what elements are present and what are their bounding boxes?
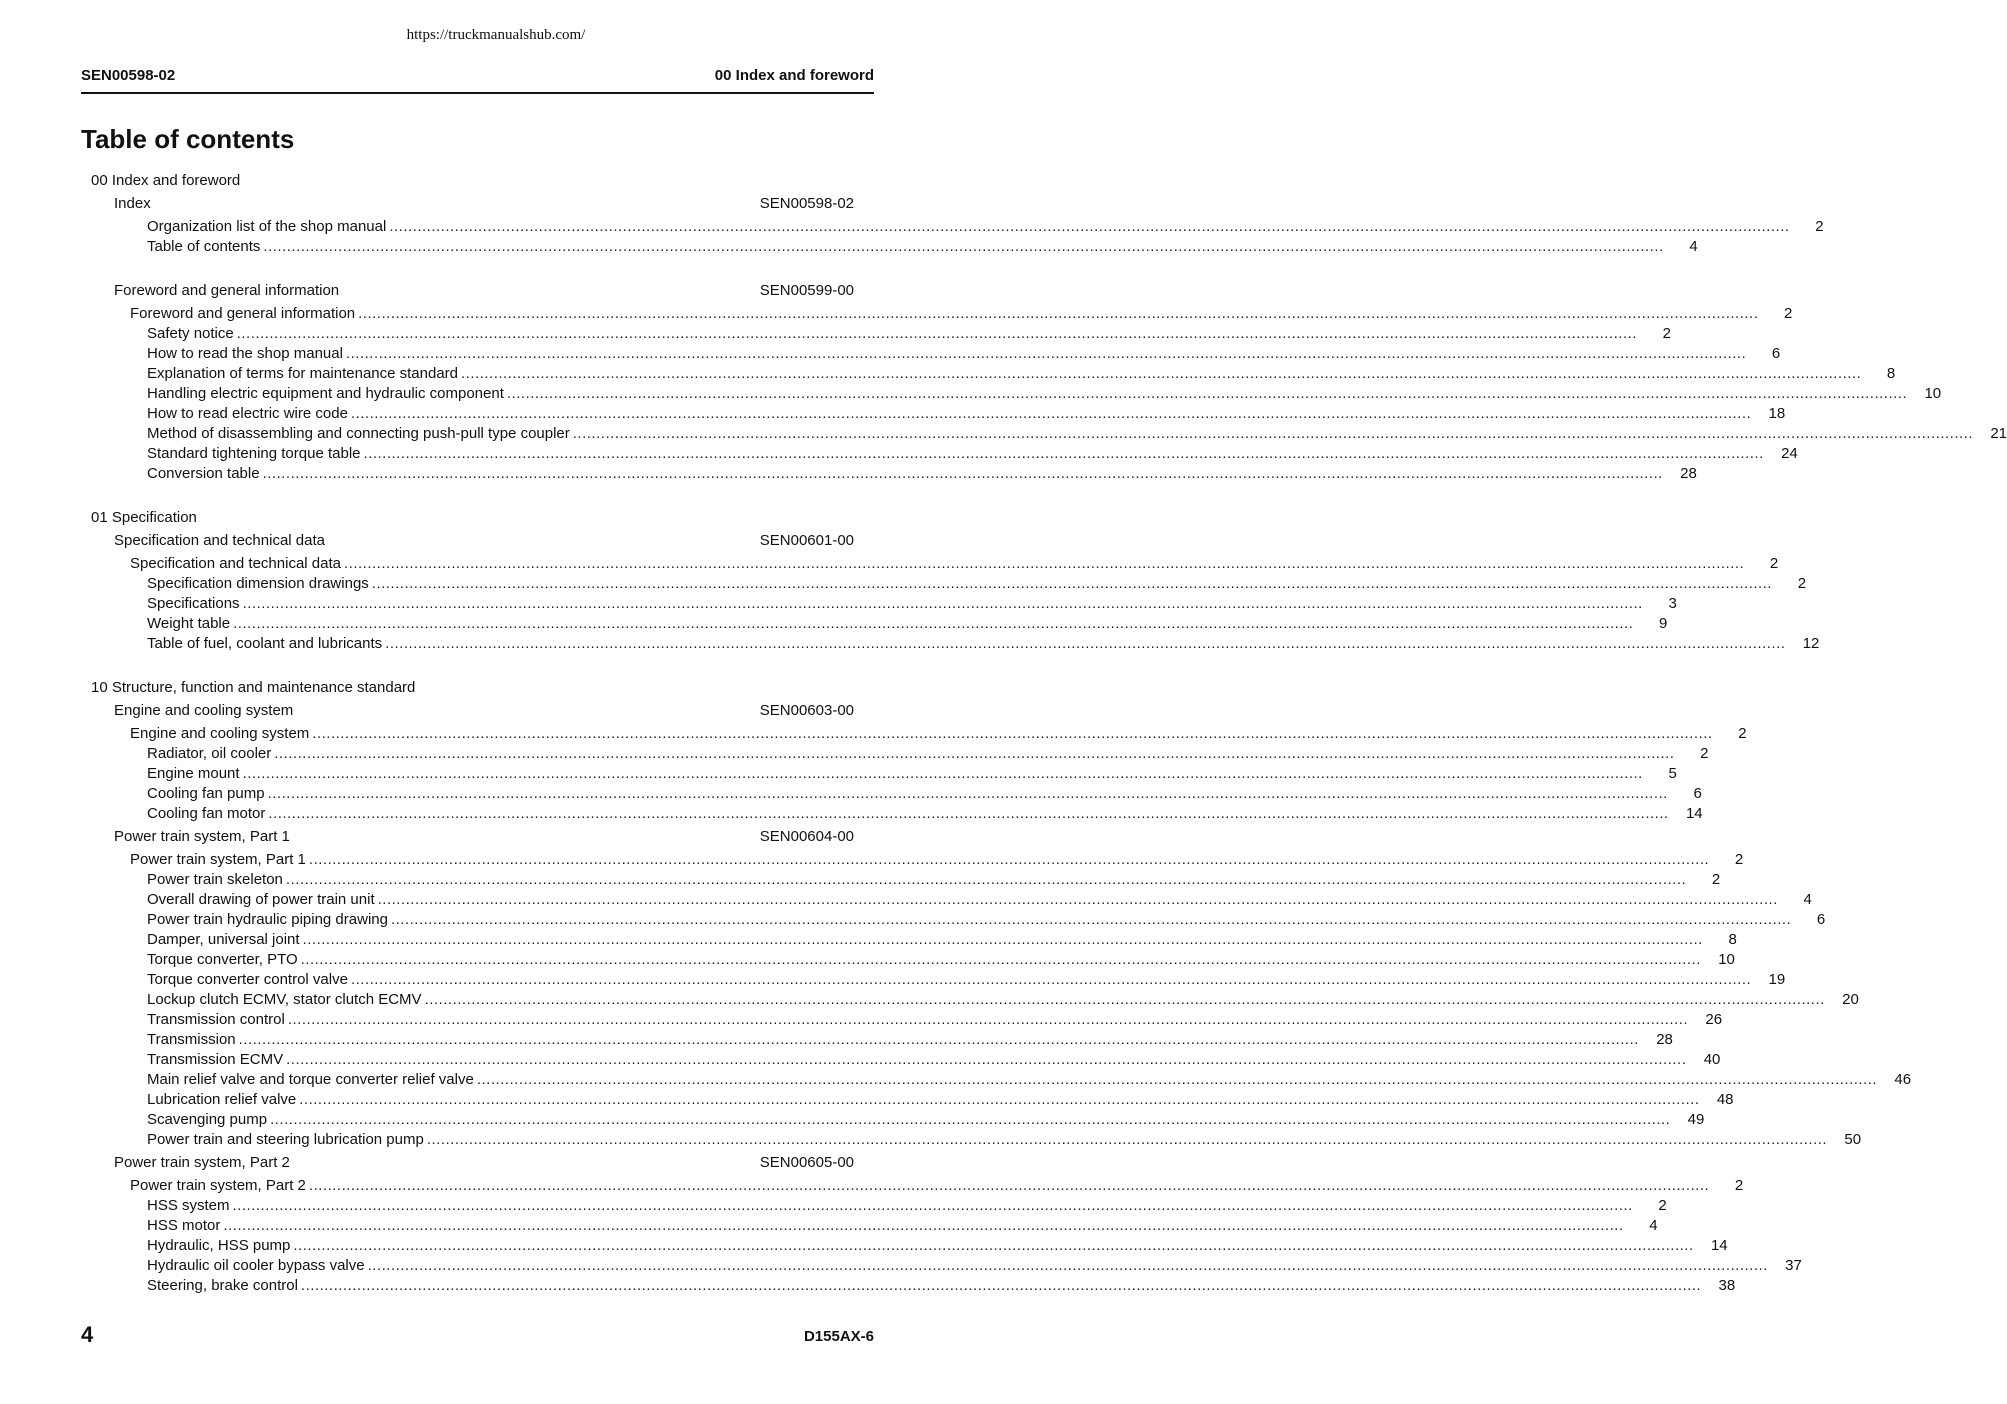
toc-chapter-code: SEN00601-00 (759, 532, 854, 549)
toc-section: 10 Structure, function and maintenance standard (91, 679, 416, 696)
toc-chapter-code: SEN00603-00 (759, 702, 854, 719)
toc-entry-title: Lockup clutch ECMV, stator clutch ECMV (147, 991, 422, 1008)
toc-entry (147, 804, 1703, 824)
toc-section: 00 Index and foreword (91, 172, 241, 189)
toc-entry (147, 1276, 1736, 1296)
toc-entry-title: Engine mount (147, 765, 240, 782)
toc-entry (130, 724, 1747, 744)
toc-entry (147, 744, 1709, 764)
toc-dot-leader: ............................................................................................................................................................................................................................................................................................................ (377, 891, 1778, 908)
toc-dot-leader: ............................................................................................................................................................................................................................................................................................................ (302, 931, 1703, 948)
toc-entry (147, 1050, 1721, 1070)
toc-entry-title: Transmission ECMV (147, 1051, 284, 1068)
toc-entry (147, 424, 2007, 444)
toc-entry (147, 344, 1781, 364)
toc-entry (147, 764, 1677, 784)
toc-entry (130, 554, 1779, 574)
toc-chapter-code: SEN00599-00 (759, 282, 854, 299)
toc-dot-leader: ............................................................................................................................................................................................................................................................................................................ (385, 635, 1786, 652)
toc-entry-page: 18 (1768, 405, 1786, 422)
toc-entry (147, 324, 1671, 344)
toc-entry-page: 2 (1769, 555, 1779, 572)
toc-entry-title: Power train hydraulic piping drawing (147, 911, 388, 928)
toc-entry (147, 950, 1735, 970)
toc-entry-page: 26 (1705, 1011, 1723, 1028)
toc-chapter (114, 1153, 854, 1173)
toc-entry-page: 2 (1738, 725, 1747, 742)
toc-entry (147, 1236, 1728, 1256)
toc-entry (147, 364, 1896, 384)
toc-entry (147, 404, 1786, 424)
toc-entry-page: 2 (1797, 575, 1807, 592)
toc-dot-leader: ............................................................................................................................................................................................................................................................................................................ (300, 951, 1701, 968)
toc-entry-title: Engine and cooling system (130, 725, 310, 742)
footer-model: D155AX-6 (803, 1328, 874, 1345)
toc-entry-page: 6 (1816, 911, 1826, 928)
toc-entry-page: 10 (1924, 385, 1942, 402)
toc-entry-title: Handling electric equipment and hydraulic component (147, 385, 504, 402)
toc-entry-title: Main relief valve and torque converter relief valve (147, 1071, 474, 1088)
toc-chapter-title: Foreword and general information (114, 282, 340, 299)
toc-entry (147, 1030, 1673, 1050)
toc-entry-title: Radiator, oil cooler (147, 745, 272, 762)
toc-entry-title: Hydraulic, HSS pump (147, 1237, 291, 1254)
toc-chapter (114, 827, 854, 847)
toc-dot-leader: ............................................................................................................................................................................................................................................................................................................ (274, 745, 1675, 762)
toc-entry (147, 890, 1812, 910)
toc-entry-title: Conversion table (147, 465, 260, 482)
toc-dot-leader: ............................................................................................................................................................................................................................................................................................................ (367, 1257, 1768, 1274)
toc-dot-leader: ............................................................................................................................................................................................................................................................................................................ (270, 1111, 1671, 1128)
toc-dot-leader: ............................................................................................................................................................................................................................................................................................................ (242, 765, 1643, 782)
toc-entry-title: HSS motor (147, 1217, 221, 1234)
toc-entry-title: Standard tightening torque table (147, 445, 361, 462)
toc-entry (130, 304, 1793, 324)
toc-entry-title: Lubrication relief valve (147, 1091, 297, 1108)
toc-dot-leader: ............................................................................................................................................................................................................................................................................................................ (506, 385, 1908, 402)
header-doc-code: SEN00598-02 (81, 67, 176, 84)
toc-dot-leader: ............................................................................................................................................................................................................................................................................................................ (424, 991, 1825, 1008)
toc-entry-page: 12 (1802, 635, 1820, 652)
footer-page-number: 4 (81, 1322, 94, 1347)
toc-entry (147, 594, 1677, 614)
toc-dot-leader: ............................................................................................................................................................................................................................................................................................................ (285, 871, 1687, 888)
toc-entry (147, 217, 1824, 237)
toc-entry-title: Scavenging pump (147, 1111, 268, 1128)
toc-entry-page: 6 (1693, 785, 1702, 802)
toc-entry (147, 784, 1702, 804)
toc-entry-page: 3 (1668, 595, 1677, 612)
toc-entry (147, 970, 1786, 990)
toc-dot-leader: ............................................................................................................................................................................................................................................................................................................ (263, 238, 1664, 255)
toc-entry-page: 2 (1658, 1197, 1667, 1214)
toc-section: 01 Specification (91, 509, 197, 526)
toc-entry-page: 2 (1700, 745, 1709, 762)
toc-entry-page: 8 (1886, 365, 1896, 382)
toc-entry-page: 9 (1659, 615, 1668, 632)
toc-entry-title: Torque converter, PTO (147, 951, 298, 968)
toc-chapter-title: Engine and cooling system (114, 702, 294, 719)
toc-chapter-title: Power train system, Part 1 (114, 828, 290, 845)
toc-entry-title: Cooling fan pump (147, 785, 265, 802)
toc-entry-page: 38 (1718, 1277, 1736, 1294)
toc-dot-leader: ............................................................................................................................................................................................................................................................................................................ (363, 445, 1764, 462)
header-section: 00 Index and foreword (714, 67, 874, 84)
toc-chapter (114, 701, 854, 721)
toc-entry (147, 1130, 1862, 1150)
toc-dot-leader: ............................................................................................................................................................................................................................................................................................................ (268, 805, 1669, 822)
toc-chapter-title: Specification and technical data (114, 532, 325, 549)
toc-entry-title: Transmission control (147, 1011, 285, 1028)
toc-entry (147, 870, 1721, 890)
toc-entry-title: Steering, brake control (147, 1277, 298, 1294)
toc-entry-title: Explanation of terms for maintenance standard (147, 365, 459, 382)
toc-entry (147, 990, 1859, 1010)
toc-dot-leader: ............................................................................................................................................................................................................................................................................................................ (236, 325, 1637, 342)
toc-entry (130, 1176, 1744, 1196)
toc-entry-title: Hydraulic oil cooler bypass valve (147, 1257, 365, 1274)
toc-dot-leader: ............................................................................................................................................................................................................................................................................................................ (572, 425, 1974, 442)
toc-entry (147, 237, 1698, 257)
toc-entry-title: Overall drawing of power train unit (147, 891, 375, 908)
toc-entry (147, 574, 1807, 594)
toc-entry-page: 49 (1687, 1111, 1705, 1128)
toc-entry-page: 10 (1718, 951, 1735, 968)
toc-dot-leader: ............................................................................................................................................................................................................................................................................................................ (350, 405, 1752, 422)
toc-entry-title: How to read electric wire code (147, 405, 348, 422)
toc-entry (147, 444, 1798, 464)
toc-entry-page: 28 (1656, 1031, 1673, 1048)
toc-entry (147, 1110, 1705, 1130)
toc-entry-title: Power train and steering lubrication pump (147, 1131, 424, 1148)
toc-entry-title: Specifications (147, 595, 240, 612)
toc-entry-title: Power train system, Part 1 (130, 851, 306, 868)
toc-entry-page: 8 (1728, 931, 1737, 948)
toc-dot-leader: ............................................................................................................................................................................................................................................................................................................ (267, 785, 1668, 802)
toc-entry-title: Specification and technical data (130, 555, 341, 572)
toc-dot-leader: ............................................................................................................................................................................................................................................................................................................ (461, 365, 1862, 382)
toc-entry-title: Transmission (147, 1031, 236, 1048)
toc-entry-page: 2 (1784, 305, 1793, 322)
toc-dot-leader: ............................................................................................................................................................................................................................................................................................................ (350, 971, 1752, 988)
toc-entry-page: 21 (1990, 425, 2007, 442)
toc-entry-title: Table of contents (147, 238, 261, 255)
toc-dot-leader: ............................................................................................................................................................................................................................................................................................................ (343, 555, 1745, 572)
toc-entry-title: Weight table (147, 615, 231, 632)
toc-entry-title: Safety notice (147, 325, 234, 342)
toc-dot-leader: ............................................................................................................................................................................................................................................................................................................ (312, 725, 1713, 742)
toc-dot-leader: ............................................................................................................................................................................................................................................................................................................ (233, 615, 1634, 632)
toc-entry (147, 614, 1668, 634)
toc-dot-leader: ............................................................................................................................................................................................................................................................................................................ (242, 595, 1643, 612)
toc-entry-title: How to read the shop manual (147, 345, 343, 362)
toc-chapter-title: Power train system, Part 2 (114, 1154, 290, 1171)
toc-entry-page: 37 (1785, 1257, 1802, 1274)
toc-entry (147, 384, 1942, 404)
toc-chapter-code: SEN00605-00 (759, 1154, 854, 1171)
header-rule (81, 92, 874, 94)
page-title: Table of contents (81, 124, 295, 154)
toc-entry-page: 20 (1842, 991, 1859, 1008)
toc-entry-title: Foreword and general information (130, 305, 356, 322)
toc-chapter (114, 531, 854, 551)
toc-entry-page: 2 (1734, 1177, 1744, 1194)
toc-entry (147, 930, 1737, 950)
toc-dot-leader: ............................................................................................................................................................................................................................................................................................................ (358, 305, 1759, 322)
toc-entry-page: 5 (1668, 765, 1677, 782)
toc-chapter-title: Index (114, 195, 151, 212)
toc-dot-leader: ............................................................................................................................................................................................................................................................................................................ (389, 218, 1790, 235)
toc-entry-page: 24 (1781, 445, 1798, 462)
toc-entry (147, 1216, 1658, 1236)
toc-dot-leader: ............................................................................................................................................................................................................................................................................................................ (223, 1217, 1624, 1234)
toc-dot-leader: ............................................................................................................................................................................................................................................................................................................ (300, 1277, 1702, 1294)
toc-dot-leader: ............................................................................................................................................................................................................................................................................................................ (293, 1237, 1694, 1254)
toc-dot-leader: ............................................................................................................................................................................................................................................................................................................ (371, 575, 1773, 592)
toc-entry-page: 14 (1710, 1237, 1728, 1254)
toc-entry-page: 6 (1771, 345, 1781, 362)
toc-entry-page: 48 (1716, 1091, 1734, 1108)
toc-dot-leader: ............................................................................................................................................................................................................................................................................................................ (238, 1031, 1639, 1048)
toc-entry-title: Power train skeleton (147, 871, 283, 888)
toc-entry-page: 2 (1734, 851, 1744, 868)
toc-entry (147, 634, 1820, 654)
toc-entry (147, 464, 1697, 484)
toc-entry-page: 4 (1803, 891, 1812, 908)
toc-chapter (114, 281, 854, 301)
toc-entry-page: 2 (1662, 325, 1671, 342)
toc-entry (147, 1070, 1912, 1090)
toc-entry-title: Damper, universal joint (147, 931, 300, 948)
toc-entry-title: Method of disassembling and connecting push-pull type coupler (147, 425, 570, 442)
toc-entry-page: 4 (1649, 1217, 1658, 1234)
toc-entry (147, 910, 1826, 930)
toc-entry-page: 2 (1815, 218, 1824, 235)
toc-entry-title: Organization list of the shop manual (147, 218, 387, 235)
toc-entry-title: Power train system, Part 2 (130, 1177, 306, 1194)
source-url: https://truckmanualshub.com/ (406, 27, 586, 43)
toc-entry-title: Table of fuel, coolant and lubricants (147, 635, 383, 652)
toc-entry-page: 28 (1680, 465, 1697, 482)
toc-entry-title: Specification dimension drawings (147, 575, 369, 592)
toc-entry (147, 1196, 1667, 1216)
toc-entry-page: 14 (1685, 805, 1703, 822)
toc-entry-page: 19 (1768, 971, 1786, 988)
toc-dot-leader: ............................................................................................................................................................................................................................................................................................................ (476, 1071, 1878, 1088)
toc-dot-leader: ............................................................................................................................................................................................................................................................................................................ (308, 851, 1710, 868)
toc-dot-leader: ............................................................................................................................................................................................................................................................................................................ (345, 345, 1747, 362)
toc-dot-leader: ............................................................................................................................................................................................................................................................................................................ (286, 1051, 1687, 1068)
toc-dot-leader: ............................................................................................................................................................................................................................................................................................................ (426, 1131, 1828, 1148)
toc-dot-leader: ............................................................................................................................................................................................................................................................................................................ (262, 465, 1663, 482)
toc-chapter (114, 194, 854, 214)
toc-entry-page: 2 (1711, 871, 1721, 888)
toc-entry (130, 850, 1744, 870)
toc-dot-leader: ............................................................................................................................................................................................................................................................................................................ (390, 911, 1792, 928)
toc-entry-page: 40 (1703, 1051, 1721, 1068)
toc-dot-leader: ............................................................................................................................................................................................................................................................................................................ (299, 1091, 1700, 1108)
toc-entry-title: Torque converter control valve (147, 971, 348, 988)
toc-entry-title: Cooling fan motor (147, 805, 266, 822)
toc-entry (147, 1010, 1723, 1030)
toc-entry (147, 1256, 1802, 1276)
toc-entry-title: HSS system (147, 1197, 230, 1214)
toc-chapter-code: SEN00604-00 (759, 828, 854, 845)
toc-entry-page: 46 (1894, 1071, 1912, 1088)
toc-dot-leader: ............................................................................................................................................................................................................................................................................................................ (287, 1011, 1689, 1028)
toc-dot-leader: ............................................................................................................................................................................................................................................................................................................ (232, 1197, 1633, 1214)
toc-entry-page: 4 (1689, 238, 1698, 255)
toc-entry (147, 1090, 1734, 1110)
toc-entry-page: 50 (1844, 1131, 1862, 1148)
toc-dot-leader: ............................................................................................................................................................................................................................................................................................................ (308, 1177, 1710, 1194)
toc-chapter-code: SEN00598-02 (759, 195, 854, 212)
